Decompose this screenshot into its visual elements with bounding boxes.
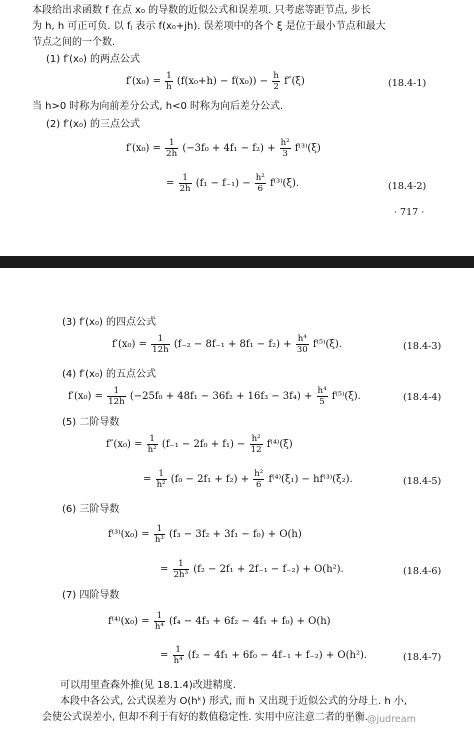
equation-18-4-3: f′(x₀) = $\frac{1}{12h}$ (f₋₂ − 8f₋₁ + 8f₁ − f₂) + $\frac{\text{h⁴}}{30}$ f⁽⁵⁾(ξ).: [112, 334, 342, 355]
fraction: $\frac{1}{12h}$: [152, 334, 169, 355]
item1-heading: (1) f′(x₀) 的两点公式: [46, 54, 141, 65]
watermark: 知乎 @judream: [345, 714, 416, 725]
closing-line-1: 可以用里查森外推(见 18.1.4)改进精度.: [60, 680, 236, 691]
equation-18-4-5a: f″(x₀) = $\frac{1}{\text{h²}}$ (f₋₁ − 2f₀ + f₁) − $\frac{\text{h²}}{12}$ f⁽⁴⁾(ξ): [106, 434, 293, 455]
equation-18-4-2b: = $\frac{1}{2h}$ (f₁ − f₋₁) − $\frac{\text{h²}}{6}$ f⁽³⁾(ξ).: [166, 173, 300, 194]
page-number: · 717 ·: [394, 207, 425, 218]
equation-18-4-6b: = $\frac{1}{\text{2h³}}$ (f₂ − 2f₁ + 2f₋₁ − f₋₂) + O(h²).: [160, 559, 344, 580]
fraction: $\frac{\text{h²}}{6}$: [255, 173, 265, 194]
closing-line-2: 本段中各公式, 公式误差为 O(hᵏ) 形式, 而 h 又出现于近似公式的分母上. h 小,: [60, 696, 408, 707]
fraction: $\frac{1}{2h}$: [179, 173, 191, 194]
closing-line-3: 会使公式误差小, 但却不利于有好的数值稳定性. 实用中应注意二者的平衡.: [42, 712, 368, 723]
equation-number: (18.4-7): [403, 652, 442, 663]
fraction: $\frac{1}{\text{2h³}}$: [173, 559, 189, 580]
equation-18-4-2a: f′(x₀) = $\frac{1}{2h}$ (−3f₀ + 4f₁ − f₂) + $\frac{\text{h²}}{3}$ f⁽³⁾(ξ): [126, 138, 321, 159]
item2-heading: (2) f′(x₀) 的三点公式: [46, 119, 141, 130]
item6-heading: (6) 三阶导数: [62, 504, 120, 515]
equation-number: (18.4-6): [403, 566, 442, 577]
equation-number: (18.4-2): [388, 181, 427, 192]
equation-18-4-6a: f⁽³⁾(x₀) = $\frac{1}{\text{h³}}$ (f₃ − 3f₂ + 3f₁ − f₀) + O(h): [108, 524, 302, 545]
intro-line-3: 节点之间的一个数.: [32, 37, 116, 48]
equation-number: (18.4-5): [403, 476, 442, 487]
fraction: $\frac{1}{\text{h²}}$: [147, 434, 157, 455]
intro-line-1: 本段给出求函数 f 在点 x₀ 的导数的近似公式和误差项. 只考虑等距节点, 步长: [32, 5, 371, 16]
fraction: $\frac{\text{h⁴}}{5}$: [317, 386, 327, 407]
equation-number: (18.4-1): [388, 78, 427, 89]
item5-heading: (5) 二阶导数: [62, 417, 120, 428]
book-page-717: [0, 0, 474, 256]
equation-18-4-1: f′(x₀) = $\frac{1}{h}$ (f(x₀+h) − f(x₀)) − $\frac{h}{2}$ f″(ξ): [126, 71, 305, 92]
equation-18-4-7a: f⁽⁴⁾(x₀) = $\frac{1}{\text{h⁴}}$ (f₄ − 4f₃ + 6f₂ − 4f₁ + f₀) + O(h): [108, 611, 331, 632]
fraction: $\frac{1}{12h}$: [108, 386, 125, 407]
book-page-718: [0, 268, 474, 729]
fraction: $\frac{1}{\text{h⁴}}$: [173, 645, 183, 666]
intro-line-2: 为 h, h 可正可负. 以 fⱼ 表示 f(x₀+jh). 误差项中的各个 ξ 是位于最小节点和最大: [32, 21, 386, 32]
direction-note: 当 h>0 时称为向前差分公式, h<0 时称为向后差分公式.: [32, 101, 284, 112]
fraction: $\frac{\text{h²}}{12}$: [250, 434, 262, 455]
equation-18-4-7b: = $\frac{1}{\text{h⁴}}$ (f₂ − 4f₁ + 6f₀ − 4f₋₁ + f₋₂) + O(h²).: [160, 645, 368, 666]
equation-number: (18.4-4): [403, 392, 442, 403]
fraction: $\frac{h}{2}$: [273, 71, 279, 92]
fraction: $\frac{1}{\text{h⁴}}$: [154, 611, 164, 632]
fraction: $\frac{1}{\text{h³}}$: [154, 524, 164, 545]
fraction: $\frac{\text{h²}}{3}$: [280, 138, 290, 159]
fraction: $\frac{1}{2h}$: [166, 138, 178, 159]
fraction: $\frac{1}{\text{h²}}$: [156, 469, 166, 490]
item7-heading: (7) 四阶导数: [62, 590, 120, 601]
equation-number: (18.4-3): [403, 341, 442, 352]
fraction: $\frac{\text{h⁴}}{30}$: [296, 334, 308, 355]
item4-heading: (4) f′(x₀) 的五点公式: [62, 369, 157, 380]
item3-heading: (3) f′(x₀) 的四点公式: [62, 317, 157, 328]
equation-18-4-5b: = $\frac{1}{\text{h²}}$ (f₀ − 2f₁ + f₂) + $\frac{\text{h²}}{6}$ f⁽⁴⁾(ξ₁) − hf⁽³⁾(ξ₂).: [143, 469, 353, 490]
equation-18-4-4: f′(x₀) = $\frac{1}{12h}$ (−25f₀ + 48f₁ − 36f₂ + 16f₃ − 3f₄) + $\frac{\text{h⁴}}{5}$ f⁽⁵⁾(ξ).: [68, 386, 361, 407]
page-divider: [0, 256, 474, 268]
fraction: $\frac{1}{h}$: [166, 71, 172, 92]
fraction: $\frac{\text{h²}}{6}$: [254, 469, 264, 490]
